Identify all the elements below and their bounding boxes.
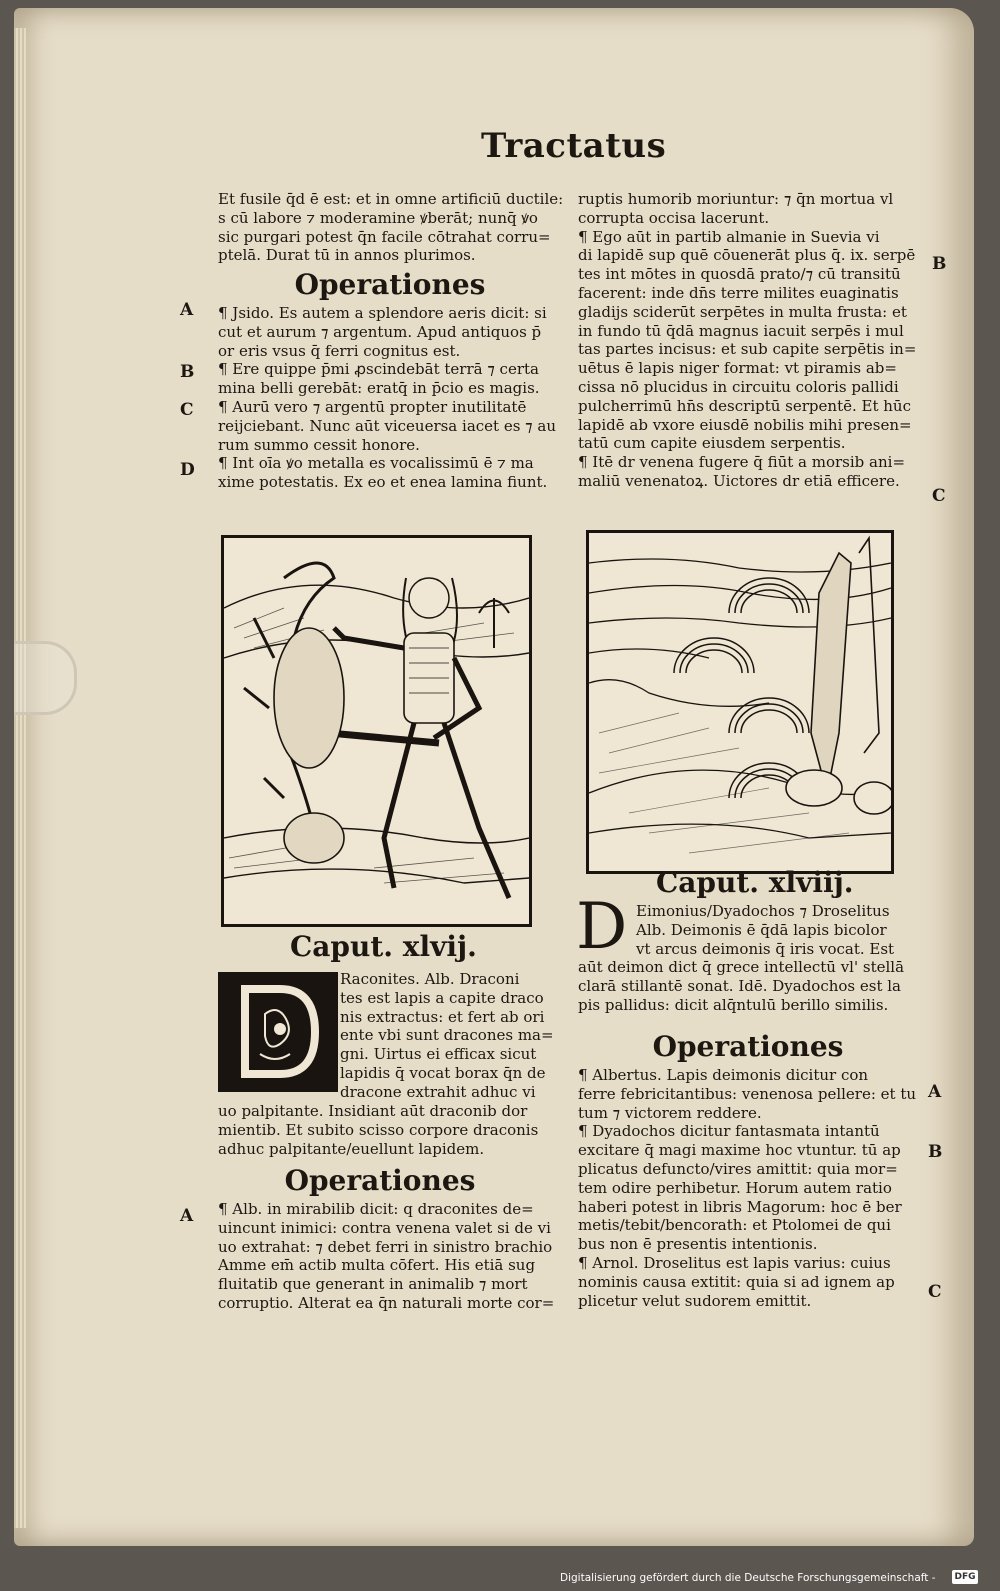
text-line: clarā stillantē sonat. Idē. Dyadochos est la xyxy=(578,976,901,995)
woodcut-rainbows xyxy=(586,530,894,874)
chapter-caption-48: Caput. xlviij. xyxy=(656,866,854,899)
text-line: reijciebant. Nunc aūt viceuersa iacet es ⁊ au xyxy=(218,416,557,435)
margin-letter: C xyxy=(928,1282,942,1302)
text-line: pulcherrimū hn̄s descriptū serpentē. Et hūc xyxy=(578,396,911,415)
text-line: nis extractus: et fert ab ori xyxy=(340,1007,545,1026)
text-line: nominis causa extitit: quia si ad ignem ap xyxy=(578,1272,895,1291)
right-column-top xyxy=(578,190,930,491)
text-line: ptelā. Durat tū in annos plurimos. xyxy=(218,246,476,265)
text-line: di lapidē sup quē cōuenerāt plus q̄. ix. serpē xyxy=(578,246,916,265)
text-line: Eimonius/Dyadochos ⁊ Droselitus xyxy=(636,902,890,920)
text-line: excitare q̄ magi maxime hoc vtuntur. tū ap xyxy=(578,1141,901,1160)
text-line: tes est lapis a capite draco xyxy=(340,988,544,1007)
text-line: maliū venenatoꝝ. Uictores dr etiā efficere. xyxy=(578,471,900,490)
text-line: tem odire perhibetur. Horum autem ratio xyxy=(578,1178,892,1197)
margin-letter: D xyxy=(180,460,195,480)
text-line: ¶ Itē dr venena fugere q̄ fiūt a morsib ani= xyxy=(578,453,906,472)
text-line: adhuc palpitante/euellunt lapidem. xyxy=(218,1139,485,1158)
text-line: vt arcus deimonis q̄ iris vocat. Est xyxy=(636,939,895,958)
draconites-text xyxy=(218,1102,563,1158)
text-line: Alb. Deimonis ē q̄dā lapis bicolor xyxy=(636,920,887,939)
demonius-text xyxy=(578,958,930,1014)
text-line: plicatus defuncto/vires amittit: quia mor= xyxy=(578,1159,898,1178)
left-column-top xyxy=(218,190,563,265)
text-line: ¶ Albertus. Lapis deimonis dicitur con xyxy=(578,1066,869,1084)
text-line: mina belli gerebāt: eratq̄ in p̄cio es magis. xyxy=(218,379,540,398)
initial-ornament xyxy=(220,974,336,1090)
text-line: ¶ Dyadochos dicitur fantasmata intantū xyxy=(578,1122,880,1141)
text-line: Amme em̄ actib multa cōfert. His etiā sug xyxy=(218,1256,536,1275)
woodcut-rainbow-illustration xyxy=(589,533,891,871)
text-line: mientib. Et subito scisso corpore draconis xyxy=(218,1120,539,1139)
text-line: ferre febricitantibus: venenosa pellere: et tu xyxy=(578,1084,917,1103)
text-line: tatū cum capite eiusdem serpentis. xyxy=(578,434,846,453)
text-line: tas partes incisus: et sub capite serpētis in= xyxy=(578,340,917,359)
text-line: ¶ Alb. in mirabilib dicit: q draconites de= xyxy=(218,1200,534,1218)
margin-letter: A xyxy=(180,1206,194,1226)
text-line: facerent: inde dn̄s terre milites euaginatis xyxy=(578,283,899,302)
text-line: bus non ē presentis intentionis. xyxy=(578,1235,818,1254)
text-line: pis pallidus: dicit alq̄ntulū berillo similis. xyxy=(578,995,889,1014)
text-line: ruptis humorib moriuntur: ⁊ q̄n mortua vl xyxy=(578,190,894,208)
text-line: ¶ Ere quippe p̄mi ꝓscindebāt terrā ⁊ certa xyxy=(218,360,539,379)
text-line: ¶ Arnol. Droselitus est lapis varius: cuius xyxy=(578,1253,891,1272)
left-column-operations xyxy=(218,304,563,492)
page-edge xyxy=(14,28,26,1528)
text-line: ¶ Ego aūt in partib almanie in Suevia vi xyxy=(578,227,880,246)
text-line: metis/tebit/bencorath: et Ptolomei de qui xyxy=(578,1216,891,1235)
decorated-initial-d xyxy=(218,972,338,1092)
text-line: rum summo cessit honore. xyxy=(218,435,420,454)
text-line: plicetur velut sudorem emittit. xyxy=(578,1291,812,1310)
text-line: ¶ Jsido. Es autem a splendore aeris dicit: si xyxy=(218,304,547,322)
margin-letter: B xyxy=(180,362,195,382)
dfg-logo: DFG xyxy=(952,1570,978,1584)
woodcut-dragon-illustration xyxy=(224,538,529,924)
digitization-credit: Digitalisierung gefördert durch die Deutsche Forschungsgemeinschaft - xyxy=(560,1572,936,1584)
text-line: or eris vsus q̄ ferri cognitus est. xyxy=(218,341,461,360)
text-line: uētus ē lapis niger format: vt piramis ab= xyxy=(578,359,897,378)
margin-letter: C xyxy=(932,486,946,506)
text-line: xime potestatis. Ex eo et enea lamina fiunt. xyxy=(218,473,548,492)
section-heading: Operationes xyxy=(284,1164,476,1197)
text-line: gladijs sciderūt serpētes in multa frusta: et xyxy=(578,302,907,321)
margin-letter: A xyxy=(180,300,194,320)
text-line: haberi potest in libris Magorum: hoc ē ber xyxy=(578,1197,902,1216)
text-line: tes int mōtes in quosdā prato/⁊ cū transitū xyxy=(578,265,901,284)
text-line: lapidis q̄ vocat borax q̄n de xyxy=(340,1063,546,1082)
text-line: ente vbi sunt dracones ma= xyxy=(340,1026,554,1045)
text-line: gni. Uirtus ei efficax sicut xyxy=(340,1045,537,1064)
text-line: uincunt inimici: contra venena valet si de vi xyxy=(218,1218,551,1237)
margin-letter: A xyxy=(928,1082,942,1102)
text-line: uo palpitante. Insidiant aūt draconib dor xyxy=(218,1102,528,1120)
text-line: corrupta occisa lacerunt. xyxy=(578,208,770,227)
text-line: ¶ Int oīa ꝟo metalla es vocalissimū ē ⁊ ma xyxy=(218,454,534,473)
text-line: dracone extrahit adhuc vi xyxy=(340,1082,536,1101)
demonius-text-indented xyxy=(636,902,894,958)
text-line: Et fusile q̄d ē est: et in omne artificiū ductile: xyxy=(218,190,564,208)
chapter-caption-47: Caput. xlvij. xyxy=(290,930,477,963)
text-line: ¶ Aurū vero ⁊ argentū propter inutilitatē xyxy=(218,397,527,416)
section-heading: Operationes xyxy=(294,268,486,301)
text-line: cissa nō plucidus in circuitu coloris pallidi xyxy=(578,377,899,396)
initial-letter-d: D xyxy=(576,890,628,964)
text-line: sic purgari potest q̄n facile cōtrahat corru= xyxy=(218,227,551,246)
text-line: fluitatib que generant in animalib ⁊ mort xyxy=(218,1275,528,1294)
margin-letter: C xyxy=(180,400,194,420)
margin-letter: B xyxy=(928,1142,943,1162)
running-head: Tractatus xyxy=(481,126,667,166)
text-line: corruptio. Alterat ea q̄n naturali morte cor= xyxy=(218,1293,555,1312)
text-line: cut et aurum ⁊ argentum. Apud antiquos p̄ xyxy=(218,322,542,341)
book-clip xyxy=(14,641,77,715)
text-line: aūt deimon dict q̄ grece intellectū vl' stellā xyxy=(578,958,905,976)
text-line: s cū labore ⁊ moderamine ꝟberāt; nunq̄ ꝟo xyxy=(218,208,538,227)
text-line: in fundo tū q̄dā magnus iacuit serpēs i mul xyxy=(578,321,904,340)
woodcut-dragon-slayer xyxy=(221,535,532,927)
text-line: Raconites. Alb. Draconi xyxy=(340,970,520,988)
right-column-operations xyxy=(578,1066,930,1310)
margin-letter: B xyxy=(932,254,947,274)
text-line: uo extrahat: ⁊ debet ferri in sinistro brachio xyxy=(218,1237,553,1256)
text-line: lapidē ab vxore eiusdē nobilis mihi presen= xyxy=(578,415,912,434)
section-heading: Operationes xyxy=(652,1030,844,1063)
text-line: tum ⁊ victorem reddere. xyxy=(578,1103,762,1122)
left-column-operations-2 xyxy=(218,1200,563,1313)
draconites-text-indented xyxy=(340,970,554,1102)
